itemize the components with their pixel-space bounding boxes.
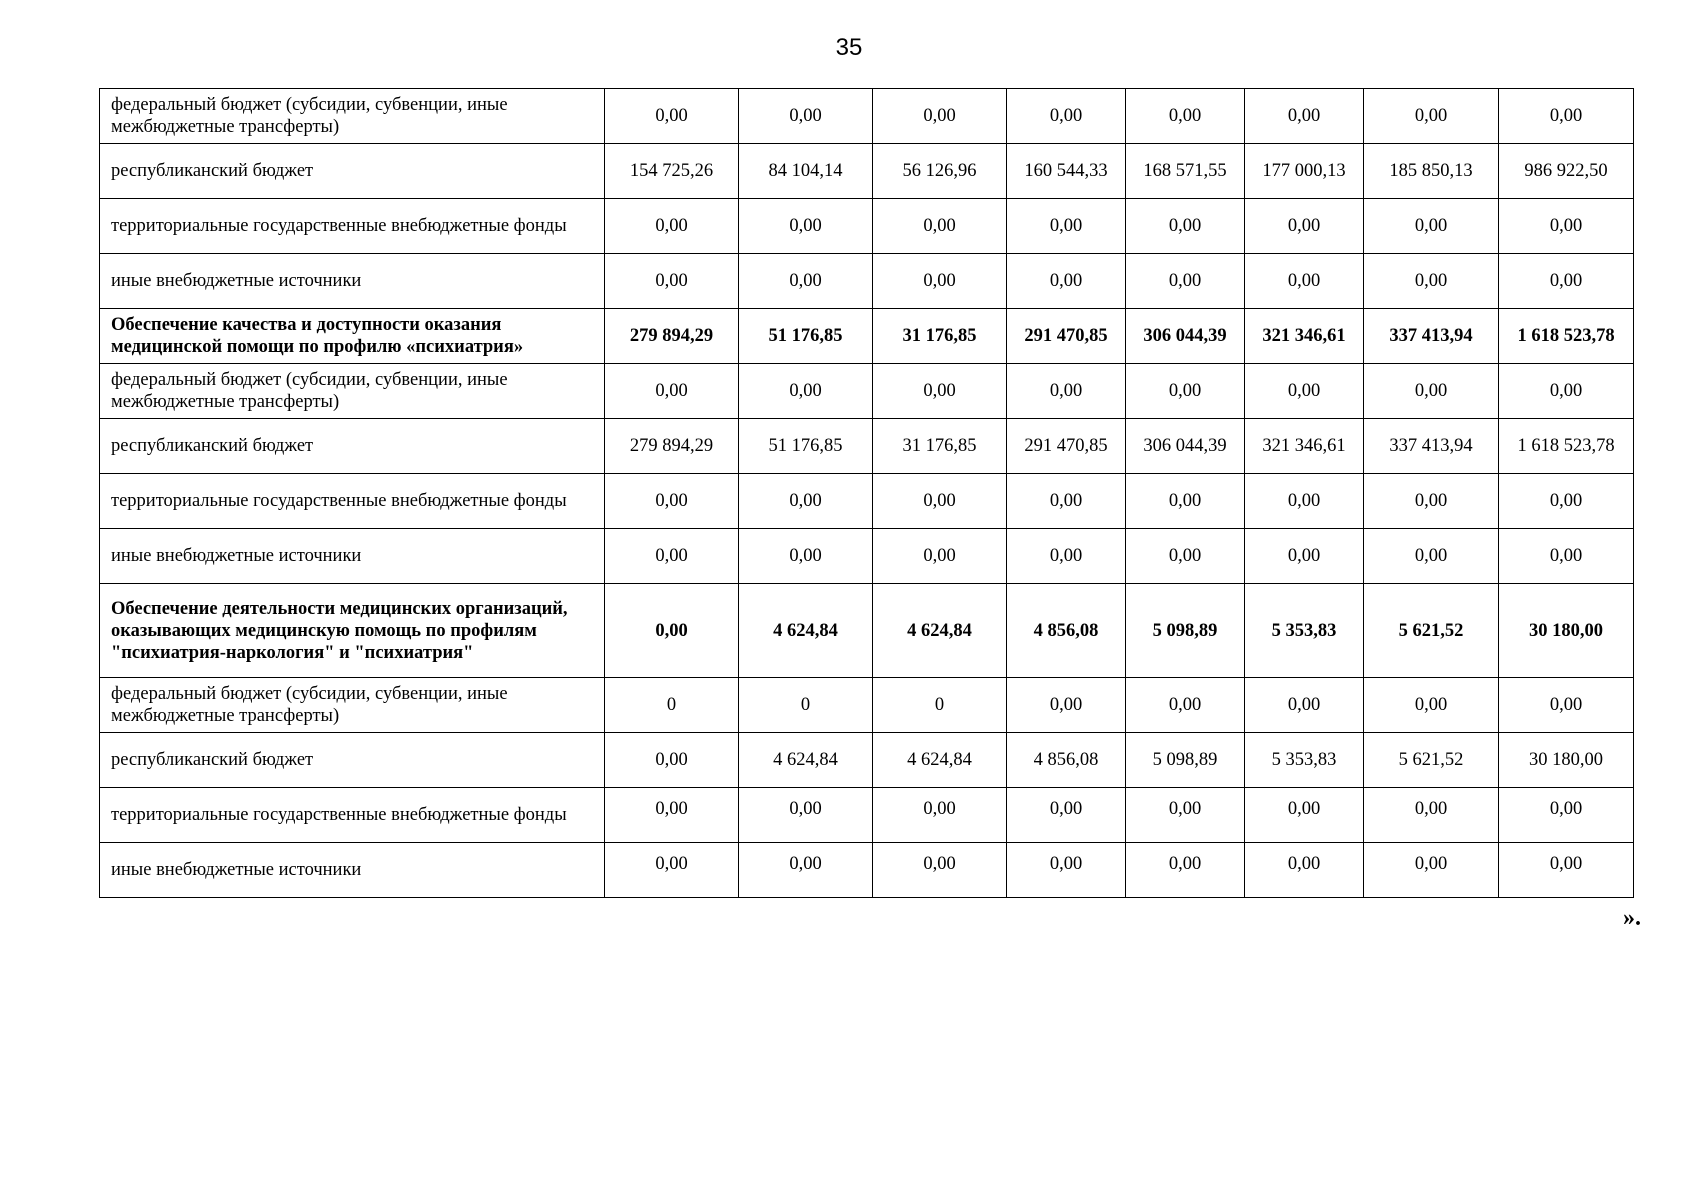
- table-cell: 0,00: [739, 788, 873, 843]
- table-cell: 986 922,50: [1499, 144, 1634, 199]
- table-cell: 5 353,83: [1245, 584, 1364, 678]
- table-cell: 4 624,84: [873, 733, 1007, 788]
- table-cell: 0,00: [605, 584, 739, 678]
- table-cell: 0: [873, 678, 1007, 733]
- table-cell: 0,00: [1499, 199, 1634, 254]
- table-cell: 0,00: [1126, 364, 1245, 419]
- row-label: территориальные государственные внебюджетные фонды: [100, 788, 605, 843]
- row-label: иные внебюджетные источники: [100, 529, 605, 584]
- table-cell: 0,00: [1499, 678, 1634, 733]
- table-cell: 337 413,94: [1364, 419, 1499, 474]
- table-cell: 0,00: [1364, 529, 1499, 584]
- table-cell: 0,00: [739, 843, 873, 898]
- table-cell: 0,00: [1007, 474, 1126, 529]
- table-cell: 0,00: [1126, 843, 1245, 898]
- table-cell: 0,00: [1126, 199, 1245, 254]
- table-row: [100, 788, 1634, 843]
- table-cell: 4 624,84: [739, 733, 873, 788]
- table-cell: 0: [605, 678, 739, 733]
- table-cell: 0,00: [873, 843, 1007, 898]
- table-cell: 0,00: [739, 199, 873, 254]
- table-cell: 0,00: [1245, 678, 1364, 733]
- section-label: Обеспечение качества и доступности оказания медицинской помощи по профилю «психиатрия»: [100, 309, 605, 364]
- table-cell: 5 621,52: [1364, 733, 1499, 788]
- table-cell: 0,00: [605, 254, 739, 309]
- table-cell: 56 126,96: [873, 144, 1007, 199]
- table-row-section-header: [100, 584, 1634, 678]
- table-cell: 0,00: [1364, 364, 1499, 419]
- table-cell: 5 621,52: [1364, 584, 1499, 678]
- table-cell: 0,00: [1245, 89, 1364, 144]
- table-cell: 185 850,13: [1364, 144, 1499, 199]
- table-row-section-header: [100, 309, 1634, 364]
- table-cell: 0,00: [873, 254, 1007, 309]
- table-cell: 0,00: [1499, 474, 1634, 529]
- row-label: республиканский бюджет: [100, 419, 605, 474]
- table-cell: 0,00: [873, 199, 1007, 254]
- table-cell: 0,00: [1007, 843, 1126, 898]
- table-cell: 0,00: [1245, 843, 1364, 898]
- table-cell: 0,00: [1364, 89, 1499, 144]
- table-cell: 0,00: [1245, 364, 1364, 419]
- row-label: территориальные государственные внебюджетные фонды: [100, 474, 605, 529]
- table-row: [100, 254, 1634, 309]
- table-cell: 4 856,08: [1007, 733, 1126, 788]
- table-cell: 0,00: [1126, 529, 1245, 584]
- table-cell: 337 413,94: [1364, 309, 1499, 364]
- table-cell: 0,00: [739, 364, 873, 419]
- table-cell: 0,00: [605, 529, 739, 584]
- table-cell: 5 098,89: [1126, 733, 1245, 788]
- table-cell: 0,00: [1007, 254, 1126, 309]
- table-cell: 0,00: [605, 364, 739, 419]
- table-cell: 0,00: [1007, 199, 1126, 254]
- table-cell: 0,00: [1364, 788, 1499, 843]
- table-cell: 0,00: [1499, 788, 1634, 843]
- table-cell: 0,00: [1007, 529, 1126, 584]
- table-cell: 30 180,00: [1499, 584, 1634, 678]
- table-cell: 0,00: [1245, 788, 1364, 843]
- table-cell: 306 044,39: [1126, 309, 1245, 364]
- table-cell: 0,00: [1126, 89, 1245, 144]
- table-cell: 0,00: [1007, 788, 1126, 843]
- table-cell: 0,00: [1499, 254, 1634, 309]
- closing-quote-mark: ».: [1623, 905, 1641, 931]
- row-label: республиканский бюджет: [100, 144, 605, 199]
- table-cell: 0,00: [605, 788, 739, 843]
- table-cell: 0,00: [1245, 199, 1364, 254]
- row-label: территориальные государственные внебюджетные фонды: [100, 199, 605, 254]
- table-cell: 0,00: [1364, 199, 1499, 254]
- table-cell: 0,00: [873, 364, 1007, 419]
- row-label: федеральный бюджет (субсидии, субвенции, иные межбюджетные трансферты): [100, 678, 605, 733]
- table-cell: 4 624,84: [873, 584, 1007, 678]
- section-label: Обеспечение деятельности медицинских организаций, оказывающих медицинскую помощь по профилям "психиатрия-наркология" и "психиатрия": [100, 584, 605, 678]
- table-cell: 0,00: [739, 529, 873, 584]
- table-row: [100, 419, 1634, 474]
- table-cell: 1 618 523,78: [1499, 309, 1634, 364]
- table-cell: 0,00: [1245, 254, 1364, 309]
- row-label: федеральный бюджет (субсидии, субвенции, иные межбюджетные трансферты): [100, 364, 605, 419]
- table-cell: 0,00: [605, 843, 739, 898]
- page-number: 35: [835, 34, 863, 61]
- table-cell: 0: [739, 678, 873, 733]
- table-cell: 0,00: [1499, 364, 1634, 419]
- table-cell: 160 544,33: [1007, 144, 1126, 199]
- table-row: [100, 364, 1634, 419]
- table-cell: 0,00: [1245, 474, 1364, 529]
- table-cell: 321 346,61: [1245, 419, 1364, 474]
- table-cell: 0,00: [1364, 843, 1499, 898]
- table-cell: 0,00: [605, 89, 739, 144]
- table-cell: 0,00: [873, 788, 1007, 843]
- table-cell: 306 044,39: [1126, 419, 1245, 474]
- table-row: [100, 678, 1634, 733]
- table-cell: 0,00: [1364, 254, 1499, 309]
- table-cell: 0,00: [1126, 788, 1245, 843]
- table-cell: 168 571,55: [1126, 144, 1245, 199]
- table-cell: 0,00: [605, 474, 739, 529]
- table-cell: 0,00: [605, 199, 739, 254]
- table-cell: 0,00: [873, 474, 1007, 529]
- table-cell: 0,00: [1499, 89, 1634, 144]
- table-cell: 0,00: [605, 733, 739, 788]
- table-cell: 279 894,29: [605, 419, 739, 474]
- table-cell: 321 346,61: [1245, 309, 1364, 364]
- table-cell: 84 104,14: [739, 144, 873, 199]
- table-cell: 0,00: [1007, 364, 1126, 419]
- table-cell: 0,00: [1364, 678, 1499, 733]
- table-row: [100, 474, 1634, 529]
- table-cell: 291 470,85: [1007, 419, 1126, 474]
- row-label: республиканский бюджет: [100, 733, 605, 788]
- table-cell: 0,00: [1499, 529, 1634, 584]
- table-cell: 30 180,00: [1499, 733, 1634, 788]
- table-cell: 0,00: [739, 474, 873, 529]
- table-cell: 0,00: [1245, 529, 1364, 584]
- table-cell: 0,00: [1007, 89, 1126, 144]
- table-cell: 0,00: [739, 254, 873, 309]
- table-cell: 0,00: [1126, 254, 1245, 309]
- table-row: [100, 144, 1634, 199]
- table-cell: 0,00: [1126, 474, 1245, 529]
- table-row: [100, 199, 1634, 254]
- table-cell: 0,00: [1007, 678, 1126, 733]
- budget-table: [99, 88, 1634, 898]
- table-cell: 51 176,85: [739, 419, 873, 474]
- table-cell: 5 353,83: [1245, 733, 1364, 788]
- row-label: иные внебюджетные источники: [100, 843, 605, 898]
- table-cell: 0,00: [1364, 474, 1499, 529]
- table-row: [100, 843, 1634, 898]
- row-label: федеральный бюджет (субсидии, субвенции, иные межбюджетные трансферты): [100, 89, 605, 144]
- row-label: иные внебюджетные источники: [100, 254, 605, 309]
- table-cell: 1 618 523,78: [1499, 419, 1634, 474]
- table-cell: 0,00: [1499, 843, 1634, 898]
- table-cell: 177 000,13: [1245, 144, 1364, 199]
- table-row: [100, 733, 1634, 788]
- table-cell: 0,00: [739, 89, 873, 144]
- table-cell: 291 470,85: [1007, 309, 1126, 364]
- table-cell: 31 176,85: [873, 419, 1007, 474]
- table-row: [100, 529, 1634, 584]
- table-cell: 4 624,84: [739, 584, 873, 678]
- table-cell: 279 894,29: [605, 309, 739, 364]
- table-cell: 154 725,26: [605, 144, 739, 199]
- table-cell: 5 098,89: [1126, 584, 1245, 678]
- table-row: [100, 89, 1634, 144]
- table-cell: 51 176,85: [739, 309, 873, 364]
- table-cell: 0,00: [873, 529, 1007, 584]
- table-cell: 0,00: [1126, 678, 1245, 733]
- table-cell: 31 176,85: [873, 309, 1007, 364]
- table-cell: 4 856,08: [1007, 584, 1126, 678]
- table-cell: 0,00: [873, 89, 1007, 144]
